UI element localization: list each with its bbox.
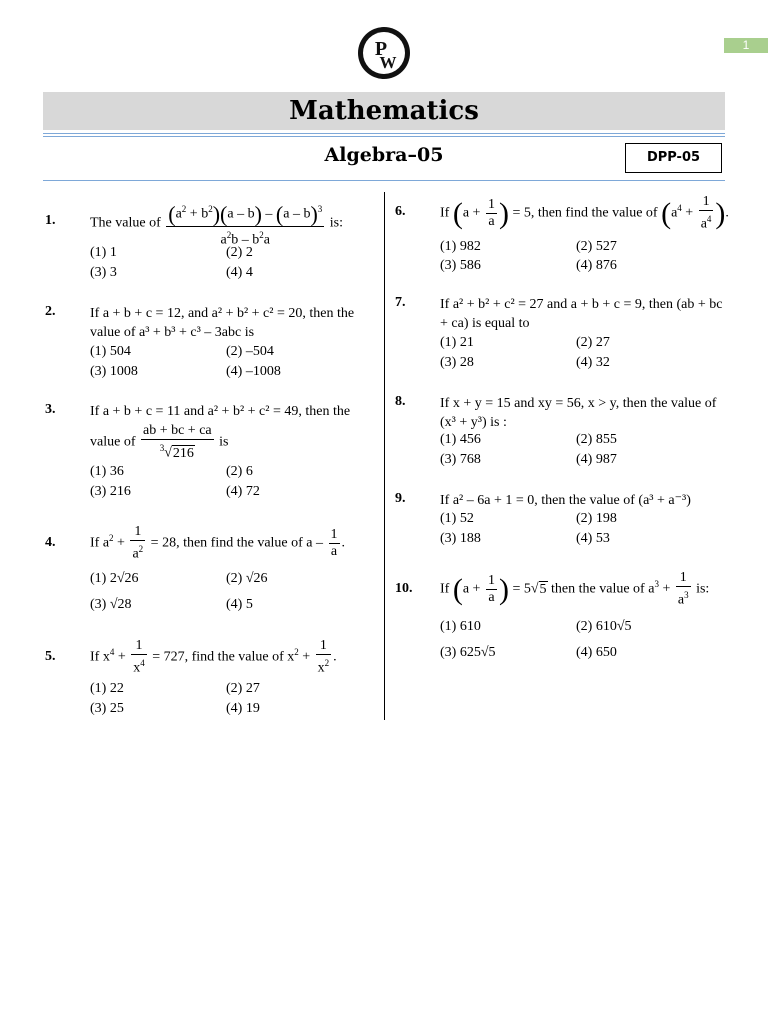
question-number: 3. [45,402,56,417]
option-4: (4) 72 [226,484,260,499]
option-2: (2) 855 [576,432,617,447]
column-divider [384,192,385,720]
question-stem: If $a^2$ + $\frac{1}{a^2}$ = 28, then find the value of a – $\frac{1}{a}$ . [90,524,346,562]
option-3: (3) √28 [90,597,132,612]
question-stem: If (a + $\frac{1}{a}$ ) = 5√5 then the value of $a^3$ + $\frac{1}{a^3}$ is: [440,570,710,608]
question-1 [45,195,375,285]
option-1: (1) 2√26 [90,571,139,586]
logo-letter-w: W [379,53,397,72]
option-4: (4) 5 [226,597,253,612]
question-10 [395,570,730,670]
option-4: (4) 987 [576,452,617,467]
question-stem: If a + b + c = 11 and a² + b² + c² = 49, then the value of $\frac{ab + bc + ca}{^3√216}$ is [90,404,351,461]
fraction: $\frac{ab + bc + ca}{^3√216}$ [142,423,212,461]
option-4: (4) 19 [226,701,260,716]
option-4: (4) 876 [576,258,617,273]
option-1: (1) 982 [440,239,481,254]
question-2 [45,304,375,384]
question-number: 2. [45,304,56,319]
question-3 [45,402,375,504]
option-2: (2) –504 [226,344,274,359]
chapter-title: Algebra–05 [324,144,444,166]
option-1: (1) 456 [440,432,481,447]
option-1: (1) 36 [90,464,124,479]
option-4: (4) 650 [576,645,617,660]
option-3: (3) 216 [90,484,131,499]
header-rule-top [43,133,725,134]
option-3: (3) 25 [90,701,124,716]
subject-title: Mathematics [289,96,479,126]
header-rule-bottom [43,180,725,181]
question-number: 4. [45,535,56,550]
question-4 [45,524,375,616]
option-2: (2) 27 [576,335,610,350]
option-2: (2) 2 [226,245,253,260]
question-stem: If (a + $\frac{1}{a}$ ) = 5, then find the value of ($a^4$ + $\frac{1}{a^4}$ ). [440,194,729,232]
option-2: (2) 610√5 [576,619,632,634]
option-3: (3) 1008 [90,364,138,379]
dpp-badge: DPP-05 [625,143,722,173]
page-number: 1 [724,38,768,53]
question-9 [395,491,730,551]
question-number: 9. [395,491,406,506]
question-stem: If a² – 6a + 1 = 0, then the value of (a³ + a⁻³) [440,493,691,508]
question-stem: The value of $\frac{(a^2 + b^2)(a - b) - (a - b)^3}{a^2b - b^2a}$ is: [90,198,343,248]
logo-letter-p: P [374,38,388,60]
question-5 [45,638,375,720]
question-number: 10. [395,581,413,596]
header-rule-mid [43,136,725,137]
question-number: 1. [45,213,56,228]
question-number: 8. [395,394,406,409]
option-1: (1) 610 [440,619,481,634]
option-2: (2) √26 [226,571,268,586]
question-stem: If a + b + c = 12, and a² + b² + c² = 20, then the value of a³ + b³ + c³ – 3abc is [90,306,355,340]
option-2: (2) 27 [226,681,260,696]
option-4: (4) 4 [226,265,253,280]
question-number: 5. [45,649,56,664]
option-3: (3) 625√5 [440,645,496,660]
option-3: (3) 28 [440,355,474,370]
option-3: (3) 188 [440,531,481,546]
option-1: (1) 21 [440,335,474,350]
question-stem: If a² + b² + c² = 27 and a + b + c = 9, then (ab + bc + ca) is equal to [440,297,723,331]
option-4: (4) 32 [576,355,610,370]
option-3: (3) 3 [90,265,117,280]
option-3: (3) 586 [440,258,481,273]
question-6 [395,194,730,276]
option-2: (2) 6 [226,464,253,479]
question-8 [395,394,730,474]
option-1: (1) 1 [90,245,117,260]
option-2: (2) 527 [576,239,617,254]
pw-logo [357,26,411,80]
question-stem: If $x^4$ + $\frac{1}{x^4}$ = 727, find the value of $x^2$ + $\frac{1}{x^2}$ . [90,638,337,676]
fraction: $\frac{(a^2 + b^2)(a - b) - (a - b)^3}{a^2b - b^2a}$ [166,198,324,248]
option-4: (4) 53 [576,531,610,546]
question-7 [395,295,730,375]
option-4: (4) –1008 [226,364,281,379]
option-1: (1) 52 [440,511,474,526]
option-2: (2) 198 [576,511,617,526]
question-number: 7. [395,295,406,310]
option-1: (1) 22 [90,681,124,696]
question-number: 6. [395,204,406,219]
option-1: (1) 504 [90,344,131,359]
option-3: (3) 768 [440,452,481,467]
question-stem: If x + y = 15 and xy = 56, x > y, then the value of (x³ + y³) is : [440,396,717,430]
